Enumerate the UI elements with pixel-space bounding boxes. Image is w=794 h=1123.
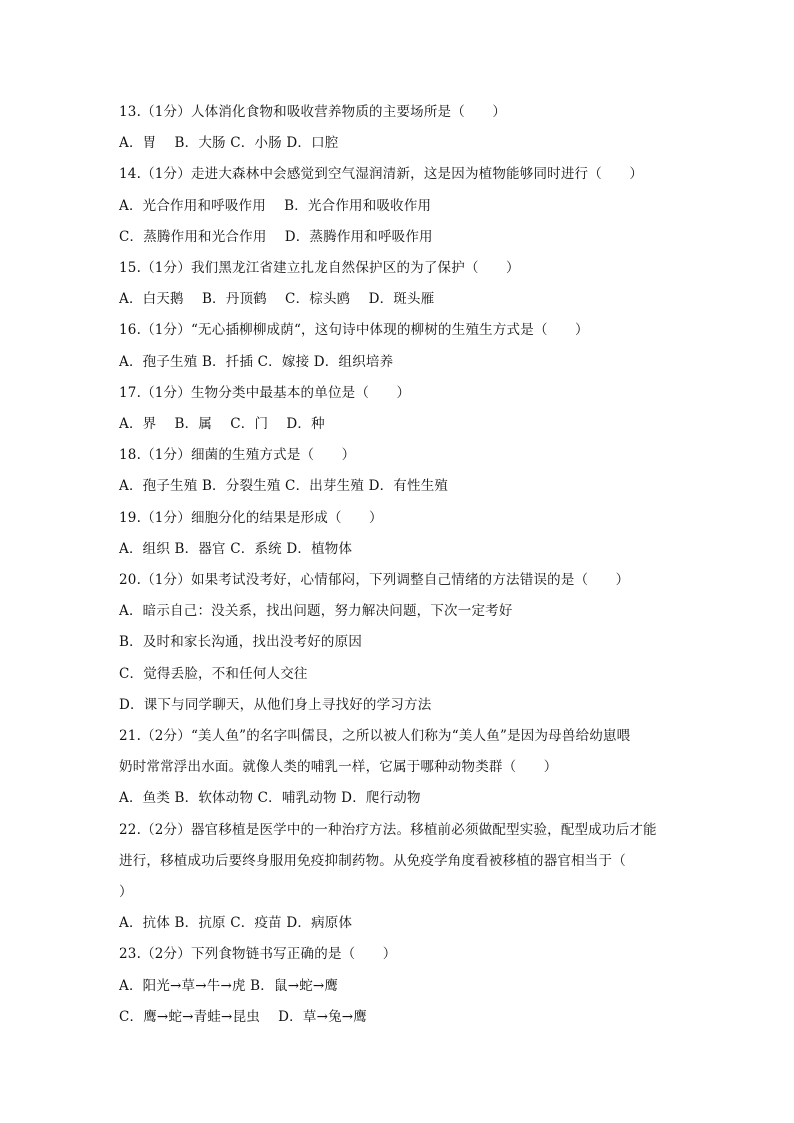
question-20-option-b: B．及时和家长沟通，找出没考好的原因 <box>119 634 363 650</box>
question-16: 16.（1分）“无心插柳柳成荫“，这句诗中体现的柳树的生殖生方式是（ ） <box>119 322 589 338</box>
question-19: 19.（1分）细胞分化的结果是形成（ ） <box>119 510 383 526</box>
question-18: 18.（1分）细菌的生殖方式是（ ） <box>119 447 356 463</box>
question-17-options: A．界 B．属 C．门 D．种 <box>119 416 325 432</box>
question-18-options: A．孢子生殖 B．分裂生殖 C．出芽生殖 D．有性生殖 <box>119 478 449 494</box>
question-13: 13.（1分）人体消化食物和吸收营养物质的主要场所是（ ） <box>119 104 507 120</box>
question-23-options-cd: C．鹰→蛇→青蛙→昆虫 D．草→兔→鹰 <box>119 1009 368 1025</box>
question-14-options-ab: A．光合作用和呼吸作用 B．光合作用和吸收作用 <box>119 198 432 214</box>
question-20-option-a: A．暗示自己：没关系，找出问题，努力解决问题，下次一定考好 <box>119 603 513 619</box>
question-14: 14.（1分）走进大森林中会感觉到空气湿润清新，这是因为植物能够同时进行（ ） <box>119 166 644 182</box>
question-22-line-2: 进行，移植成功后要终身服用免疫抑制药物。从免疫学角度看被移植的器官相当于（ <box>119 853 626 869</box>
question-22-line-3: ） <box>119 884 133 900</box>
question-23: 23.（2分）下列食物链书写正确的是（ ） <box>119 946 397 962</box>
question-20: 20.（1分）如果考试没考好，心情郁闷，下列调整自己情绪的方法错误的是（ ） <box>119 572 630 588</box>
question-20-option-c: C．觉得丢脸，不和任何人交往 <box>119 666 308 682</box>
question-21-line-2: 奶时常常浮出水面。就像人类的哺乳一样，它属于哪种动物类群（ ） <box>119 759 558 775</box>
question-20-option-d: D．课下与同学聊天，从他们身上寻找好的学习方法 <box>119 697 432 713</box>
question-19-options: A．组织 B．器官 C．系统 D．植物体 <box>119 541 353 557</box>
question-22-options: A．抗体 B．抗原 C．疫苗 D．病原体 <box>119 915 353 931</box>
question-13-options: A．胃 B．大肠 C．小肠 D．口腔 <box>119 135 339 151</box>
question-15: 15.（1分）我们黑龙江省建立扎龙自然保护区的为了保护（ ） <box>119 260 520 276</box>
question-15-options: A．白天鹅 B．丹顶鹤 C．棕头鸥 D．斑头雁 <box>119 291 435 307</box>
question-14-options-cd: C．蒸腾作用和光合作用 D．蒸腾作用和呼吸作用 <box>119 229 433 245</box>
question-21-options: A．鱼类 B．软体动物 C．哺乳动物 D．爬行动物 <box>119 790 421 806</box>
question-23-options-ab: A．阳光→草→牛→虎 B．鼠→蛇→鹰 <box>119 978 339 994</box>
question-22-line-1: 22.（2分）器官移植是医学中的一种治疗方法。移植前必须做配型实验，配型成功后才能 <box>119 822 657 838</box>
question-21-line-1: 21.（2分）“美人鱼”的名字叫儒艮，之所以被人们称为“美人鱼”是因为母兽给幼崽喂 <box>119 728 631 744</box>
question-17: 17.（1分）生物分类中最基本的单位是（ ） <box>119 385 411 401</box>
question-16-options: A．孢子生殖 B．扦插 C．嫁接 D．组织培养 <box>119 354 394 370</box>
